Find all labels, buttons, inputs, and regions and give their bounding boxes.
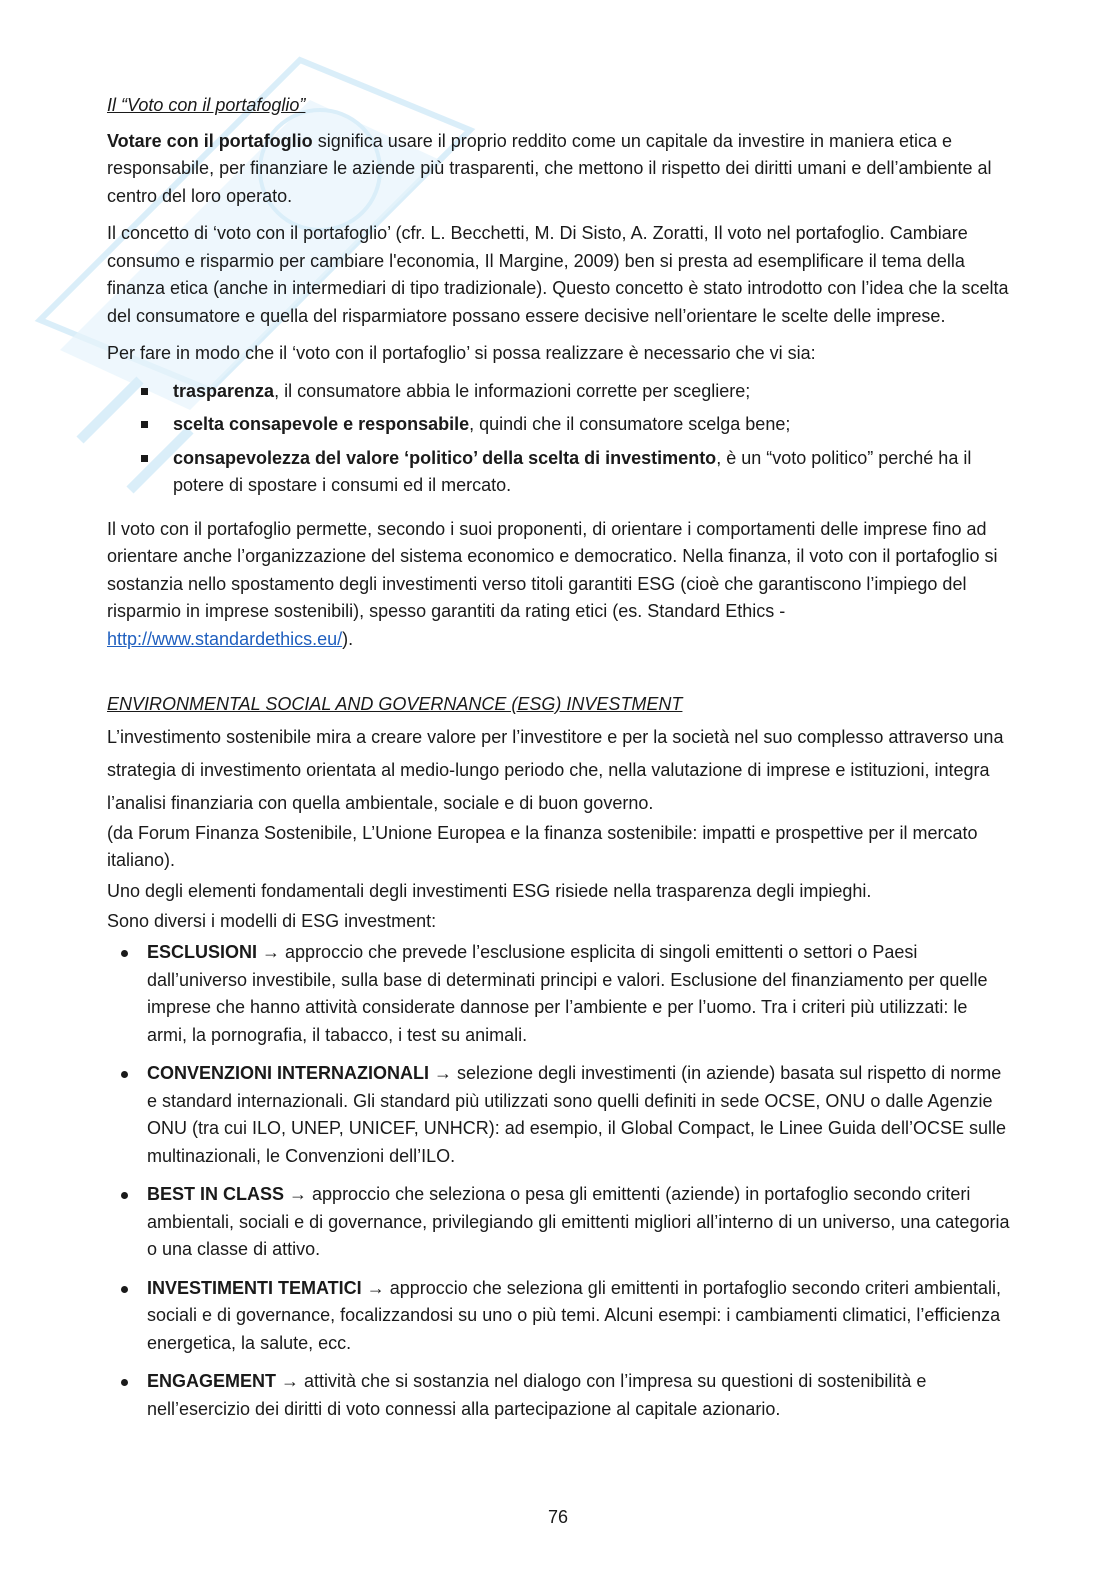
paragraph-esg-link: Il voto con il portafoglio permette, secondo i suoi proponenti, di orientare i comportamenti delle imprese fino ad orientare anche l’organizzazione del sistema economico e democratico. Nella finanza, il voto con il portafoglio si sostanzia nello spostamento degli investimenti verso titoli garantiti ESG (cioè che garantiscono l’impiego del risparmio in imprese sostenibili), spesso garantiti da rating etici (es. Standard Ethics - http://www.standardethics.eu/).	[107, 518, 998, 649]
arrow-right-icon: →	[434, 1063, 453, 1083]
bold-term: Votare con il portafoglio	[107, 130, 313, 151]
list-item: ESCLUSIONI → approccio che prevede l’esclusione esplicita di singoli emittenti o settori o Paesi dall’universo investibile, sulla base di determinati principi e valori. Esclusione del finanziamento per quelle imprese che hanno attività considerate dannose per l’ambiente e per l’uomo. Tra i criteri più utilizzati: le armi, la pornografia, il tabacco, i test su animali.	[117, 939, 1012, 1049]
bullet-dot-icon	[121, 1071, 128, 1078]
list-item: trasparenza, il consumatore abbia le informazioni corrette per scegliere;	[139, 378, 1012, 406]
paragraph-definition: Votare con il portafoglio significa usare il proprio reddito come un capitale da investire in maniera etica e responsabile, per finanziare le aziende più trasparenti, che mettono il rispetto dei diritti umani e dell’ambiente al centro del loro operato.	[107, 130, 992, 206]
arrow-right-icon: →	[289, 1184, 308, 1204]
bullet-dot-icon	[121, 950, 128, 957]
list-item: ENGAGEMENT → attività che si sostanzia nel dialogo con l’impresa su questioni di sostenibilità e nell’esercizio dei diritti di voto connessi alla partecipazione al capitale azionario.	[117, 1368, 1012, 1423]
arrow-right-icon: →	[366, 1277, 385, 1298]
section-heading-voto: Il “Voto con il portafoglio”	[107, 95, 306, 115]
list-item: consapevolezza del valore ‘politico’ della scelta di investimento, è un “voto politico” perché ha il potere di spostare i consumi ed il mercato.	[139, 445, 1012, 500]
paragraph-concept: Il concetto di ‘voto con il portafoglio’ (cfr. L. Becchetti, M. Di Sisto, A. Zoratti, Il voto nel portafoglio. Cambiare consumo e risparmio per cambiare l'economia, Il Margine, 2009) ben si presta ad esemplificare il tema della finanza etica (anche in intermediari di tipo tradizionale). Questo concetto è stato introdotto con l’idea che la scelta del consumatore e quella del risparmiatore possano essere decisive nell’orientare le scelte delle imprese.	[107, 223, 1009, 326]
list-item: CONVENZIONI INTERNAZIONALI → selezione degli investimenti (in aziende) basata sul rispetto di norme e standard internazionali. Gli standard più utilizzati sono quelli definiti in sede OCSE, ONU o dalle Agenzie ONU (tra cui ILO, UNEP, UNICEF, UNHCR): ad esempio, il Global Compact, le Linee Guida dell’OCSE sulle multinazionali, le Convenzioni dell’ILO.	[117, 1060, 1012, 1170]
section-heading-esg: ENVIRONMENTAL SOCIAL AND GOVERNANCE (ESG) INVESTMENT	[107, 694, 683, 714]
square-bullet-icon	[141, 388, 148, 395]
arrow-right-icon: →	[281, 1371, 300, 1391]
list-item: INVESTIMENTI TEMATICI → approccio che seleziona gli emittenti in portafoglio secondo criteri ambientali, sociali e di governance, focalizzandosi su uno o più temi. Alcuni esempi: i cambiamenti climatici, l’efficienza energetica, la salute, ecc.	[117, 1275, 1012, 1358]
paragraph-transparency: Uno degli elementi fondamentali degli investimenti ESG risiede nella trasparenza degli impieghi.	[107, 880, 872, 901]
section-gap	[107, 663, 1012, 691]
square-bullet-icon	[141, 421, 148, 428]
page-number: 76	[547, 1507, 569, 1527]
square-bullet-icon	[141, 455, 148, 462]
bullet-dot-icon	[121, 1379, 128, 1386]
bullet-dot-icon	[121, 1192, 128, 1199]
arrow-right-icon: →	[262, 942, 281, 962]
esg-models-list	[117, 939, 1012, 1423]
requirements-list	[139, 378, 1012, 500]
bullet-dot-icon	[121, 1286, 128, 1293]
list-item: BEST IN CLASS → approccio che seleziona o pesa gli emittenti (aziende) in portafoglio secondo criteri ambientali, sociali e di governance, privilegiando gli emittenti migliori all’interno di un universo, una categoria o una classe di attivo.	[117, 1181, 1012, 1264]
paragraph-source: (da Forum Finanza Sostenibile, L’Unione Europea e la finanza sostenibile: impatti e prospettive per il mercato italiano).	[107, 822, 978, 870]
paragraph-requirements: Per fare in modo che il ‘voto con il portafoglio’ si possa realizzare è necessario che vi sia:	[107, 343, 816, 363]
document-page	[107, 92, 1012, 1434]
paragraph-sustainable-investment: L’investimento sostenibile mira a creare valore per l’investitore e per la società nel suo complesso attraverso una strategia di investimento orientata al medio-lungo periodo che, nella valutazione di imprese e istituzioni, integra l’analisi finanziaria con quella ambientale, sociale e di buon governo.	[107, 726, 1004, 813]
paragraph-models-intro: Sono diversi i modelli di ESG investment:	[107, 910, 437, 931]
list-item: scelta consapevole e responsabile, quindi che il consumatore scelga bene;	[139, 411, 1012, 439]
standard-ethics-link[interactable]: http://www.standardethics.eu/	[107, 628, 343, 649]
